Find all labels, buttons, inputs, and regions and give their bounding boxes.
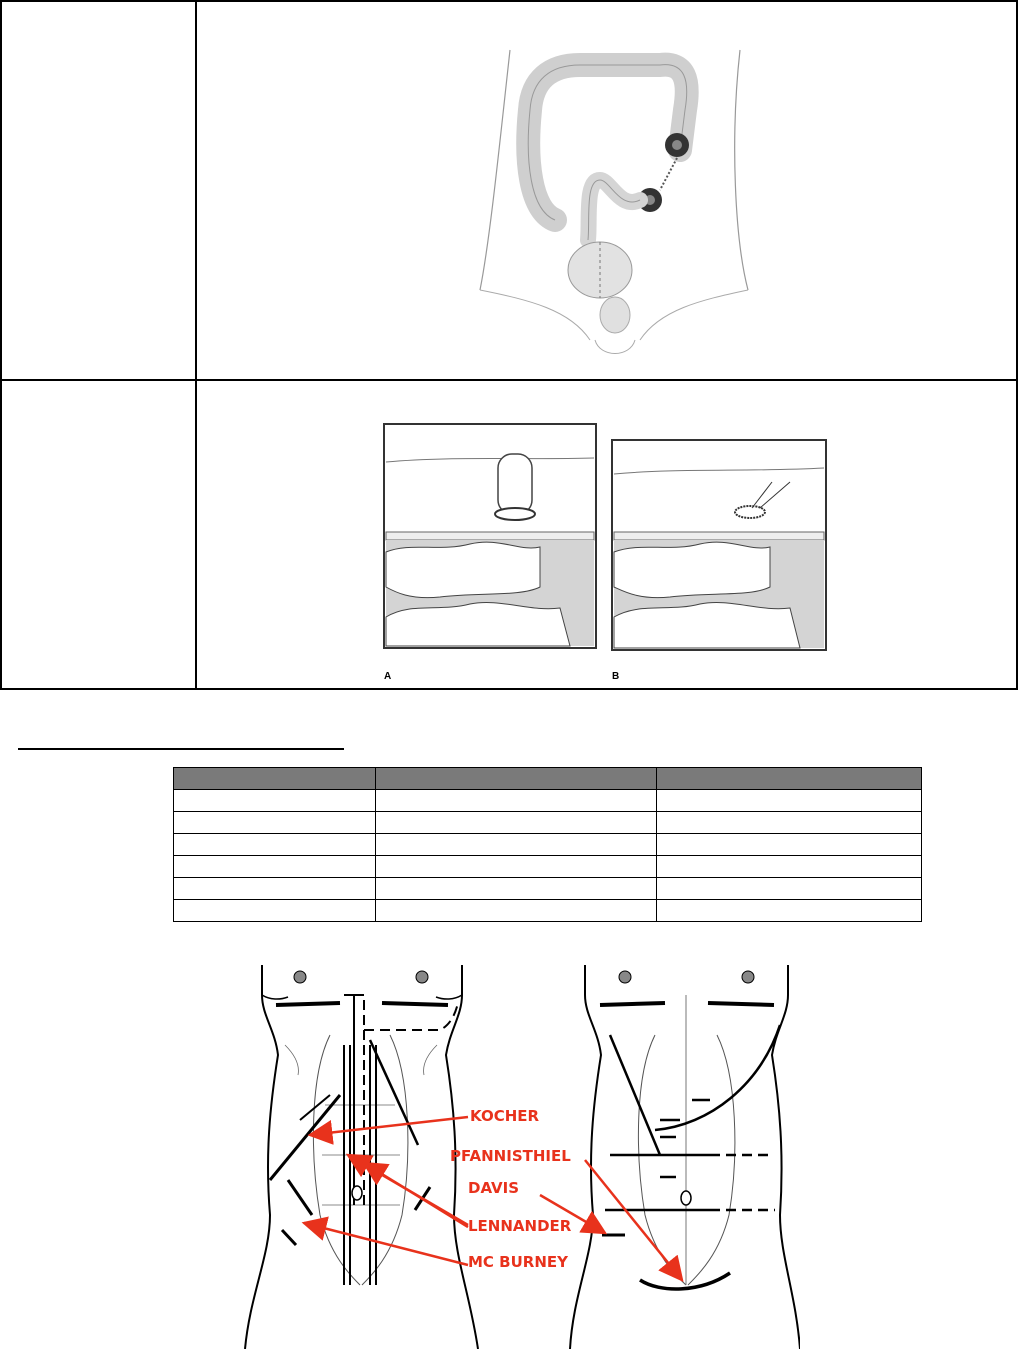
table-cell [174, 812, 376, 834]
table-cell [657, 900, 922, 922]
section-heading-underline [18, 748, 344, 750]
table-border-bottom [0, 688, 1018, 690]
label-kocher: KOCHER [470, 1107, 540, 1125]
table-header-cell [174, 768, 376, 790]
table-border-mid [0, 379, 1018, 381]
label-mc-burney: MC BURNEY [468, 1253, 568, 1271]
table-cell [376, 856, 657, 878]
table-column-divider [195, 0, 197, 690]
table-cell [376, 812, 657, 834]
stoma-illustration [380, 422, 830, 684]
label-davis: DAVIS [468, 1179, 520, 1197]
table-header-cell [657, 768, 922, 790]
panel-label-a: A [384, 671, 392, 682]
table-cell [376, 790, 657, 812]
label-lennander: LENNANDER [468, 1217, 572, 1235]
table-cell [657, 812, 922, 834]
label-pfannisthiel: PFANNISTHIEL [450, 1147, 571, 1165]
table-header-cell [376, 768, 657, 790]
table-cell [376, 834, 657, 856]
table-row [174, 878, 922, 900]
table-cell [174, 790, 376, 812]
table-cell [174, 900, 376, 922]
table-row [174, 900, 922, 922]
table-row [174, 856, 922, 878]
panel-label-b: B [612, 671, 620, 682]
table-row [174, 834, 922, 856]
table-cell [657, 834, 922, 856]
torso-left [245, 965, 478, 1349]
table-cell [174, 834, 376, 856]
table-border-top [0, 0, 1018, 2]
table-cell [657, 856, 922, 878]
table-header-row [174, 768, 922, 790]
abdominal-incisions-figure [240, 955, 800, 1349]
table-cell [174, 856, 376, 878]
table-cell [657, 790, 922, 812]
table-cell [376, 878, 657, 900]
table-cell [174, 878, 376, 900]
torso-right [570, 965, 800, 1349]
colon-illustration [470, 40, 760, 362]
table-border-left [0, 0, 2, 690]
table-cell [376, 900, 657, 922]
incision-table [173, 767, 922, 922]
table-row [174, 812, 922, 834]
table-row [174, 790, 922, 812]
table-cell [657, 878, 922, 900]
table-border-right [1016, 0, 1018, 690]
